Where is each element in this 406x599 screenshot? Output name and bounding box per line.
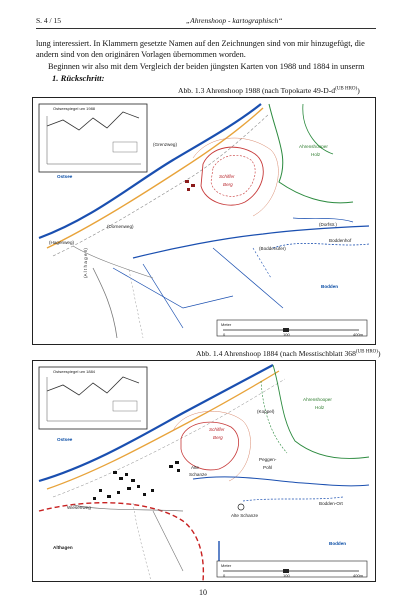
label-alte-schanze-2: Schanze <box>189 472 207 477</box>
label-schifferberg-1: Schiffer <box>219 174 235 179</box>
label-ahrenshooper: Ahrenshooper <box>299 144 328 149</box>
running-title: „Ahrenshoop - kartographisch“ <box>186 16 283 25</box>
label-boddenhof: Boddenhof <box>329 238 352 243</box>
page-number: 10 <box>199 588 207 597</box>
label-ostsee: Ostsee <box>57 174 73 179</box>
label-bodden: Bodden <box>321 284 339 289</box>
scale-tick-400-1884: 400m <box>353 573 364 578</box>
label-holz-1884: Holz <box>315 405 325 410</box>
map-1884 <box>32 360 376 582</box>
label-schifferberg-1884-2: Berg <box>213 435 223 440</box>
inset-title-1988: Ostseespiegel um 1988 <box>53 106 96 111</box>
label-schifferberg-2: Berg <box>223 182 233 187</box>
header-rule <box>36 28 376 29</box>
map-1884-drawing <box>33 361 375 581</box>
label-holz: Holz <box>311 152 321 157</box>
label-bodden-1884: Bodden <box>329 541 347 546</box>
figure-1-caption: Abb. 1.3 Ahrenshoop 1988 (nach Topokarte $49-D-d^{(UB HRO)}$) <box>178 86 360 95</box>
label-ahrenshooper-1884: Ahrenshooper <box>303 397 332 402</box>
scale-label-1988: Meter <box>221 322 232 327</box>
map-1988 <box>32 97 376 345</box>
label-wiesenweg: Wiesenweg <box>67 505 91 510</box>
label-schifferberg-1884-1: Schiffer <box>209 427 225 432</box>
label-peggen-1: Peggen- <box>259 457 277 462</box>
scale-label-1884: Meter <box>221 563 232 568</box>
map-1988-drawing <box>33 98 375 344</box>
figure-2-caption: Abb. 1.4 Ahrenshoop 1884 (nach Messtischblatt $368^{(UB HRO)}$) <box>196 349 381 358</box>
label-alte-schanze-1: Alte <box>191 465 199 470</box>
scale-tick-0: 0 <box>223 332 226 337</box>
inset-title-1884: Ostseespiegel um 1884 <box>53 369 96 374</box>
scale-tick-0-1884: 0 <box>223 573 226 578</box>
paragraph-1: lung interessiert. In Klammern gesetzte Namen auf den Zeichnungen sind von mir hinzugefügt, die andern sind von den originären Vorlagen übernommen worden. <box>36 39 365 59</box>
page-ref: S. 4 / 15 <box>36 16 62 25</box>
label-althagen: (A l t h a g e n) <box>83 248 88 278</box>
label-boddenufer: (Boddenufer) <box>259 246 286 251</box>
label-dorfstr: (Dorfstr.) <box>319 222 337 227</box>
label-peggen-2: Pohl <box>263 465 273 470</box>
label-ostsee-1884: Ostsee <box>57 437 73 442</box>
label-hagenweg: (Hagenweg) <box>49 240 75 245</box>
label-koppel: (Koppel) <box>257 409 275 414</box>
scale-tick-100-1884: 100 <box>283 573 290 578</box>
scale-tick-100: 100 <box>283 332 290 337</box>
label-grenzweg: (Grenzweg) <box>153 142 177 147</box>
label-bodden-ort: Bodden-Ort <box>319 501 343 506</box>
section-heading: 1. Rückschritt: <box>52 73 105 83</box>
label-dornenweg: (Dornenweg) <box>107 224 134 229</box>
label-althagen-1884: Althagen <box>53 545 73 550</box>
label-alte-schanze-symbol: Alte Schanze <box>231 513 259 518</box>
scale-tick-400: 400m <box>353 332 364 337</box>
paragraph-2: Beginnen wir also mit dem Vergleich der beiden jüngsten Karten von 1988 und 1884 in unserm <box>48 62 365 71</box>
